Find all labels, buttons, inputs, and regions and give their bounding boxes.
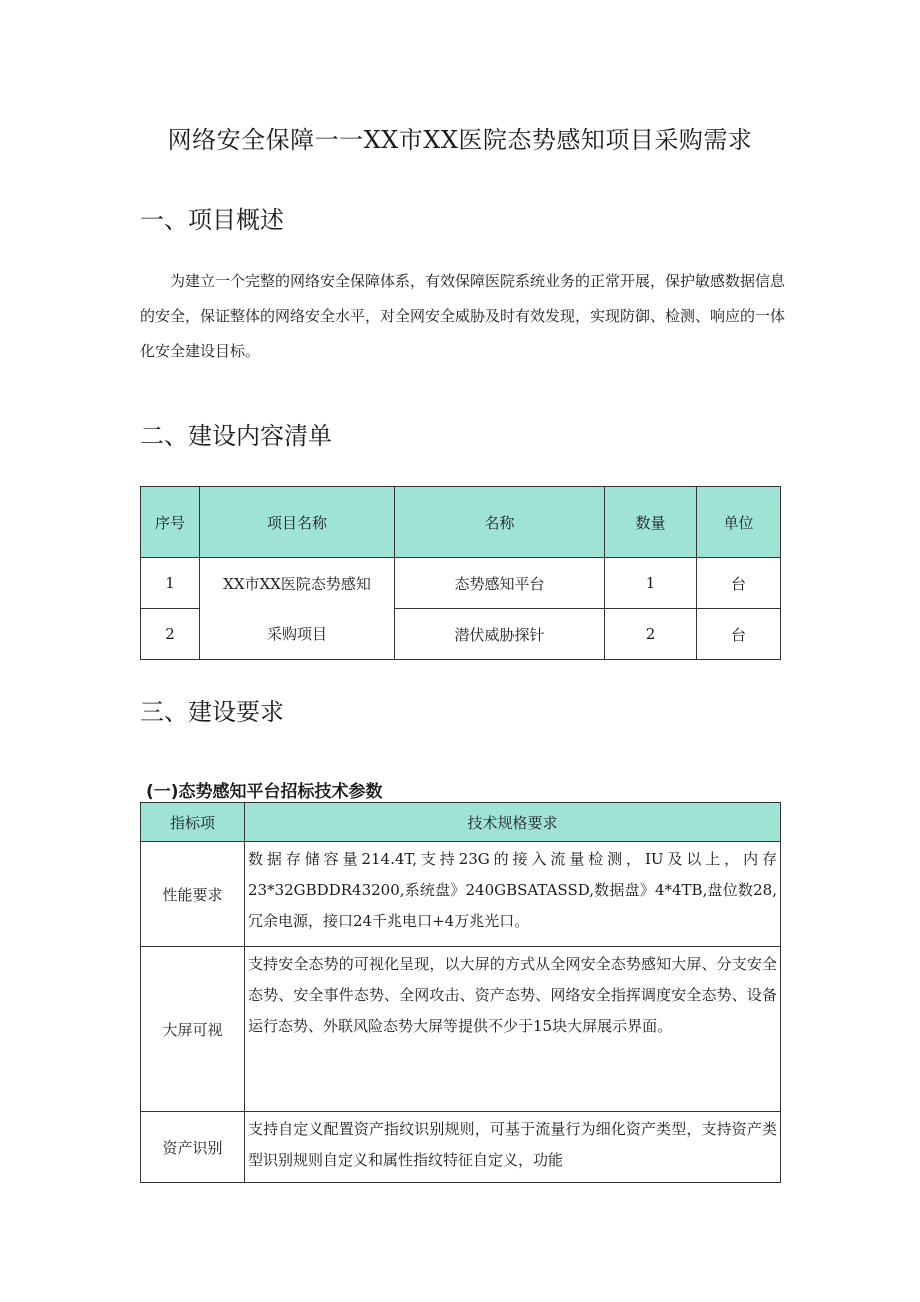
content-list-table bbox=[140, 486, 781, 660]
section-heading-content-list: 二、建设内容清单 bbox=[140, 422, 332, 450]
cell-no: 2 bbox=[141, 609, 200, 660]
table-row bbox=[141, 842, 781, 947]
cell-indicator: 资产识别 bbox=[141, 1112, 245, 1183]
cell-spec: 支持自定义配置资产指纹识别规则，可基于流量行为细化资产类型，支持资产类型识别规则自定义和属性指纹特征自定义，功能 bbox=[245, 1112, 781, 1183]
cell-spec: 数据存储容量214.4T,支持23G的接入流量检测，IU及以上，内存23*32GBDDR43200,系统盘》240GBSATASSD,数据盘》4*4TB,盘位数28,冗余电源，接口24千兆电口+4万兆光口。 bbox=[245, 842, 781, 947]
cell-indicator: 性能要求 bbox=[141, 842, 245, 947]
col-header-name: 名称 bbox=[395, 487, 605, 558]
col-header-qty: 数量 bbox=[605, 487, 697, 558]
col-header-indicator: 指标项 bbox=[141, 803, 245, 842]
cell-project-name-line1: XX市XX医院态势感知 bbox=[200, 558, 395, 609]
cell-name: 潜伏威胁探针 bbox=[395, 609, 605, 660]
cell-qty: 2 bbox=[605, 609, 697, 660]
table-row bbox=[141, 558, 781, 609]
section-heading-overview: 一、项目概述 bbox=[140, 206, 284, 234]
table-row bbox=[141, 609, 781, 660]
cell-spec: 支持安全态势的可视化呈现，以大屏的方式从全网安全态势感知大屏、分支安全态势、安全事件态势、全网攻击、资产态势、网络安全指挥调度安全态势、设备运行态势、外联风险态势大屏等提供不少于15块大屏展示界面。 bbox=[245, 947, 781, 1112]
subsection-heading-platform-params: (一)态势感知平台招标技术参数 bbox=[146, 782, 383, 802]
cell-unit: 台 bbox=[697, 558, 781, 609]
cell-unit: 台 bbox=[697, 609, 781, 660]
table-row bbox=[141, 947, 781, 1112]
page-title: 网络安全保障一一XX市XX医院态势感知项目采购需求 bbox=[167, 126, 753, 154]
tech-params-table bbox=[140, 802, 781, 1183]
col-header-no: 序号 bbox=[141, 487, 200, 558]
cell-qty: 1 bbox=[605, 558, 697, 609]
cell-indicator: 大屏可视 bbox=[141, 947, 245, 1112]
col-header-spec: 技术规格要求 bbox=[245, 803, 781, 842]
table-row bbox=[141, 1112, 781, 1183]
table-header-row bbox=[141, 487, 781, 558]
cell-no: 1 bbox=[141, 558, 200, 609]
col-header-unit: 单位 bbox=[697, 487, 781, 558]
table-header-row bbox=[141, 803, 781, 842]
col-header-project-name: 项目名称 bbox=[200, 487, 395, 558]
cell-name: 态势感知平台 bbox=[395, 558, 605, 609]
section-heading-requirements: 三、建设要求 bbox=[140, 698, 284, 726]
overview-paragraph: 为建立一个完整的网络安全保障体系，有效保障医院系统业务的正常开展，保护敏感数据信息的安全，保证整体的网络安全水平，对全网安全威胁及时有效发现，实现防御、检测、响应的一体化安全建设目标。 bbox=[140, 272, 786, 360]
cell-project-name-line2: 采购项目 bbox=[200, 609, 395, 660]
